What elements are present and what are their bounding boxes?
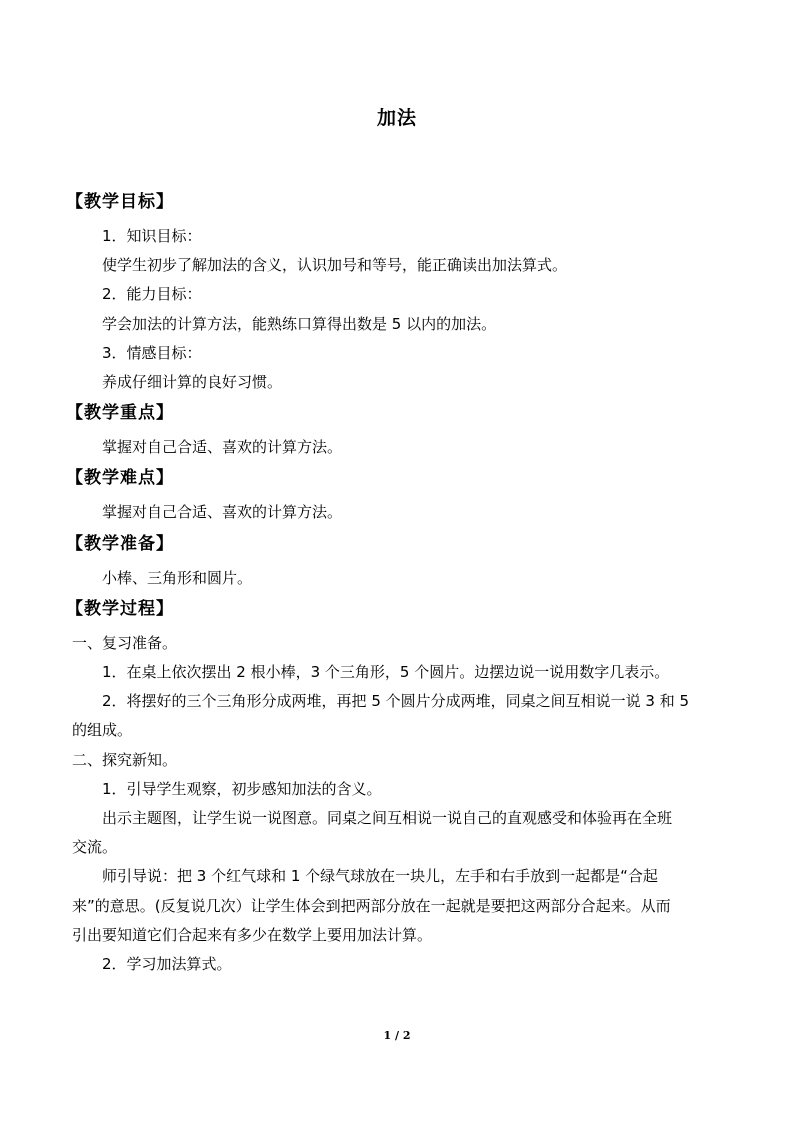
section-heading-goals: 【教学目标】 xyxy=(66,192,174,212)
process-step-1-1: 1．在桌上依次摆出 2 根小棒，3 个三角形，5 个圆片。边摆边说一说用数字几表示。 xyxy=(102,663,670,682)
goal-2-label: 2．能力目标： xyxy=(102,285,202,304)
process-step-2-1-para-1-line-1: 出示主题图，让学生说一说图意。同桌之间互相说一说自己的直观感受和体验再在全班 xyxy=(102,809,673,828)
section-heading-key-points: 【教学重点】 xyxy=(66,403,174,424)
process-step-2-1-para-2-line-2: 来”的意思。(反复说几次）让学生体会到把两部分放在一起就是要把这两部分合起来。从而 xyxy=(72,896,671,915)
goal-3-text: 养成仔细计算的良好习惯。 xyxy=(102,373,283,392)
page-number: 1 / 2 xyxy=(383,1029,411,1042)
goal-2-text: 学会加法的计算方法，能熟练口算得出数是 5 以内的加法。 xyxy=(102,314,497,333)
process-step-2-1-para-2-line-3: 引出要知道它们合起来有多少在数学上要用加法计算。 xyxy=(72,925,433,944)
section-heading-difficulties: 【教学难点】 xyxy=(66,468,174,489)
document-title: 加法 xyxy=(376,107,417,129)
document-body xyxy=(66,186,724,979)
goal-1-text: 使学生初步了解加法的含义，认识加号和等号，能正确读出加法算式。 xyxy=(102,256,568,275)
goal-1-label: 1．知识目标： xyxy=(102,227,202,245)
key-points-text: 掌握对自己合适、喜欢的计算方法。 xyxy=(102,438,343,457)
process-step-2-1-para-1-line-2: 交流。 xyxy=(72,838,118,857)
process-step-1: 一、复习准备。 xyxy=(72,633,178,652)
process-step-1-2-line-2: 的组成。 xyxy=(72,721,133,740)
section-heading-process: 【教学过程】 xyxy=(66,598,174,619)
goal-3-label: 3．情感目标： xyxy=(102,343,202,362)
process-step-2-1-para-2-line-1: 师引导说：把 3 个红气球和 1 个绿气球放在一块儿，左手和右手放到一起都是“合起 xyxy=(102,867,658,886)
process-step-2: 二、探究新知。 xyxy=(72,750,178,769)
process-step-1-2-line-1: 2．将摆好的三个三角形分成两堆，再把 5 个圆片分成两堆，同桌之间互相说一说 3 和 5 xyxy=(102,692,690,711)
section-heading-preparation: 【教学准备】 xyxy=(66,533,174,554)
process-step-2-1: 1．引导学生观察，初步感知加法的含义。 xyxy=(102,779,382,798)
preparation-text: 小棒、三角形和圆片。 xyxy=(102,568,253,587)
process-step-2-2: 2．学习加法算式。 xyxy=(102,955,232,974)
difficulties-text: 掌握对自己合适、喜欢的计算方法。 xyxy=(102,503,343,522)
